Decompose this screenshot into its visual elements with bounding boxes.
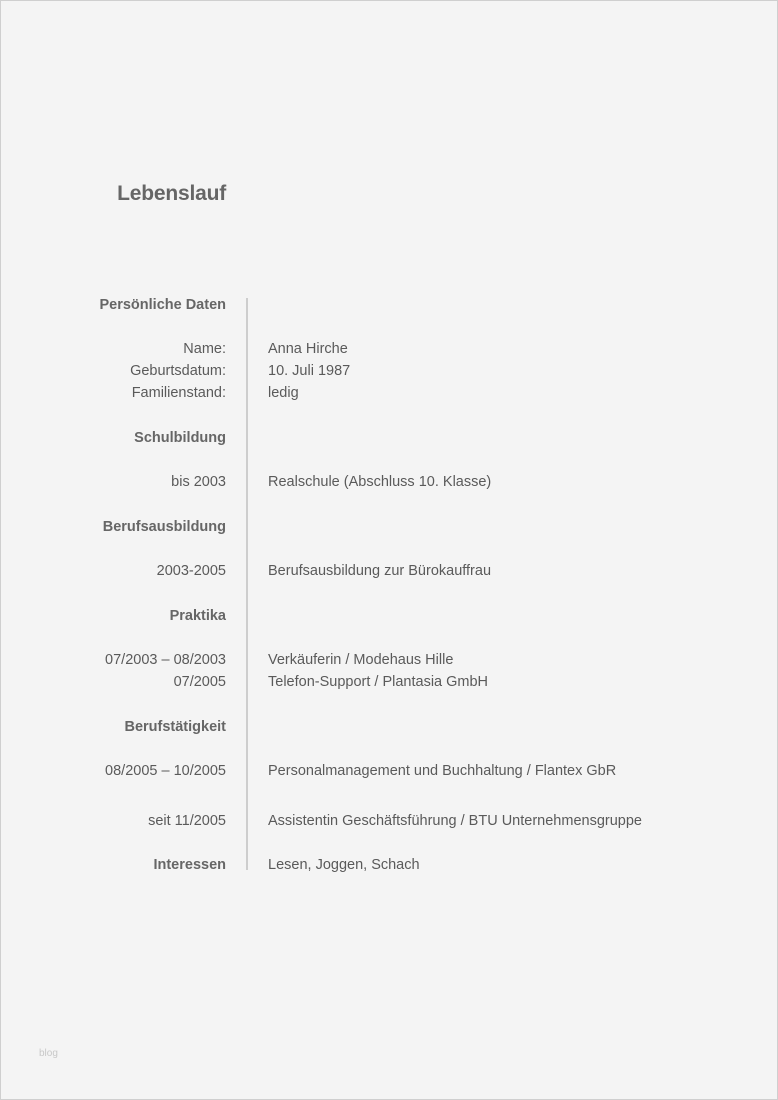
personal-status-row xyxy=(1,383,778,403)
training-entry-row xyxy=(1,561,778,581)
section-heading-school xyxy=(1,428,778,448)
entry-date: bis 2003 xyxy=(171,474,226,490)
entry-text: Verkäuferin / Modehaus Hille xyxy=(268,652,454,668)
school-entry-row xyxy=(1,472,778,492)
page-title: Lebenslauf xyxy=(117,182,226,205)
personal-birth-row xyxy=(1,361,778,381)
section-heading-label: Berufsausbildung xyxy=(102,519,226,535)
watermark-text: blog xyxy=(39,1048,58,1059)
entry-text: Realschule (Abschluss 10. Klasse) xyxy=(268,474,492,490)
internship-entry-row xyxy=(1,650,778,670)
section-heading-internships xyxy=(1,606,778,626)
section-heading-interests xyxy=(1,855,778,875)
section-heading-label: Praktika xyxy=(169,608,226,624)
entry-date: seit 11/2005 xyxy=(148,813,226,829)
entry-text: Berufsausbildung zur Bürokauffrau xyxy=(268,563,492,579)
entry-text: Telefon-Support / Plantasia GmbH xyxy=(268,674,489,690)
field-value: 10. Juli 1987 xyxy=(268,363,351,379)
interests-value: Lesen, Joggen, Schach xyxy=(268,857,420,873)
field-value: Anna Hirche xyxy=(268,341,348,357)
entry-date: 2003-2005 xyxy=(156,563,226,579)
section-heading-label: Schulbildung xyxy=(134,430,226,446)
entry-text: Assistentin Geschäftsführung / BTU Unternehmensgruppe xyxy=(268,813,642,829)
employment-entry-row xyxy=(1,811,778,831)
section-heading-training xyxy=(1,517,778,537)
field-label: Geburtsdatum: xyxy=(130,363,226,379)
field-label: Name: xyxy=(183,341,226,357)
entry-text: Personalmanagement und Buchhaltung / Flantex GbR xyxy=(268,763,617,779)
section-heading-label: Berufstätigkeit xyxy=(124,719,226,735)
field-value: ledig xyxy=(268,385,299,401)
entry-date: 07/2003 – 08/2003 xyxy=(105,652,226,668)
section-heading-employment xyxy=(1,717,778,737)
field-label: Familienstand: xyxy=(131,385,226,401)
employment-entry-row xyxy=(1,761,778,781)
section-heading-label: Interessen xyxy=(153,857,226,873)
section-heading-label: Persönliche Daten xyxy=(99,297,226,313)
section-heading-personal xyxy=(1,295,778,315)
entry-date: 08/2005 – 10/2005 xyxy=(105,763,226,779)
entry-date: 07/2005 xyxy=(173,674,226,690)
internship-entry-row xyxy=(1,672,778,692)
personal-name-row xyxy=(1,339,778,359)
